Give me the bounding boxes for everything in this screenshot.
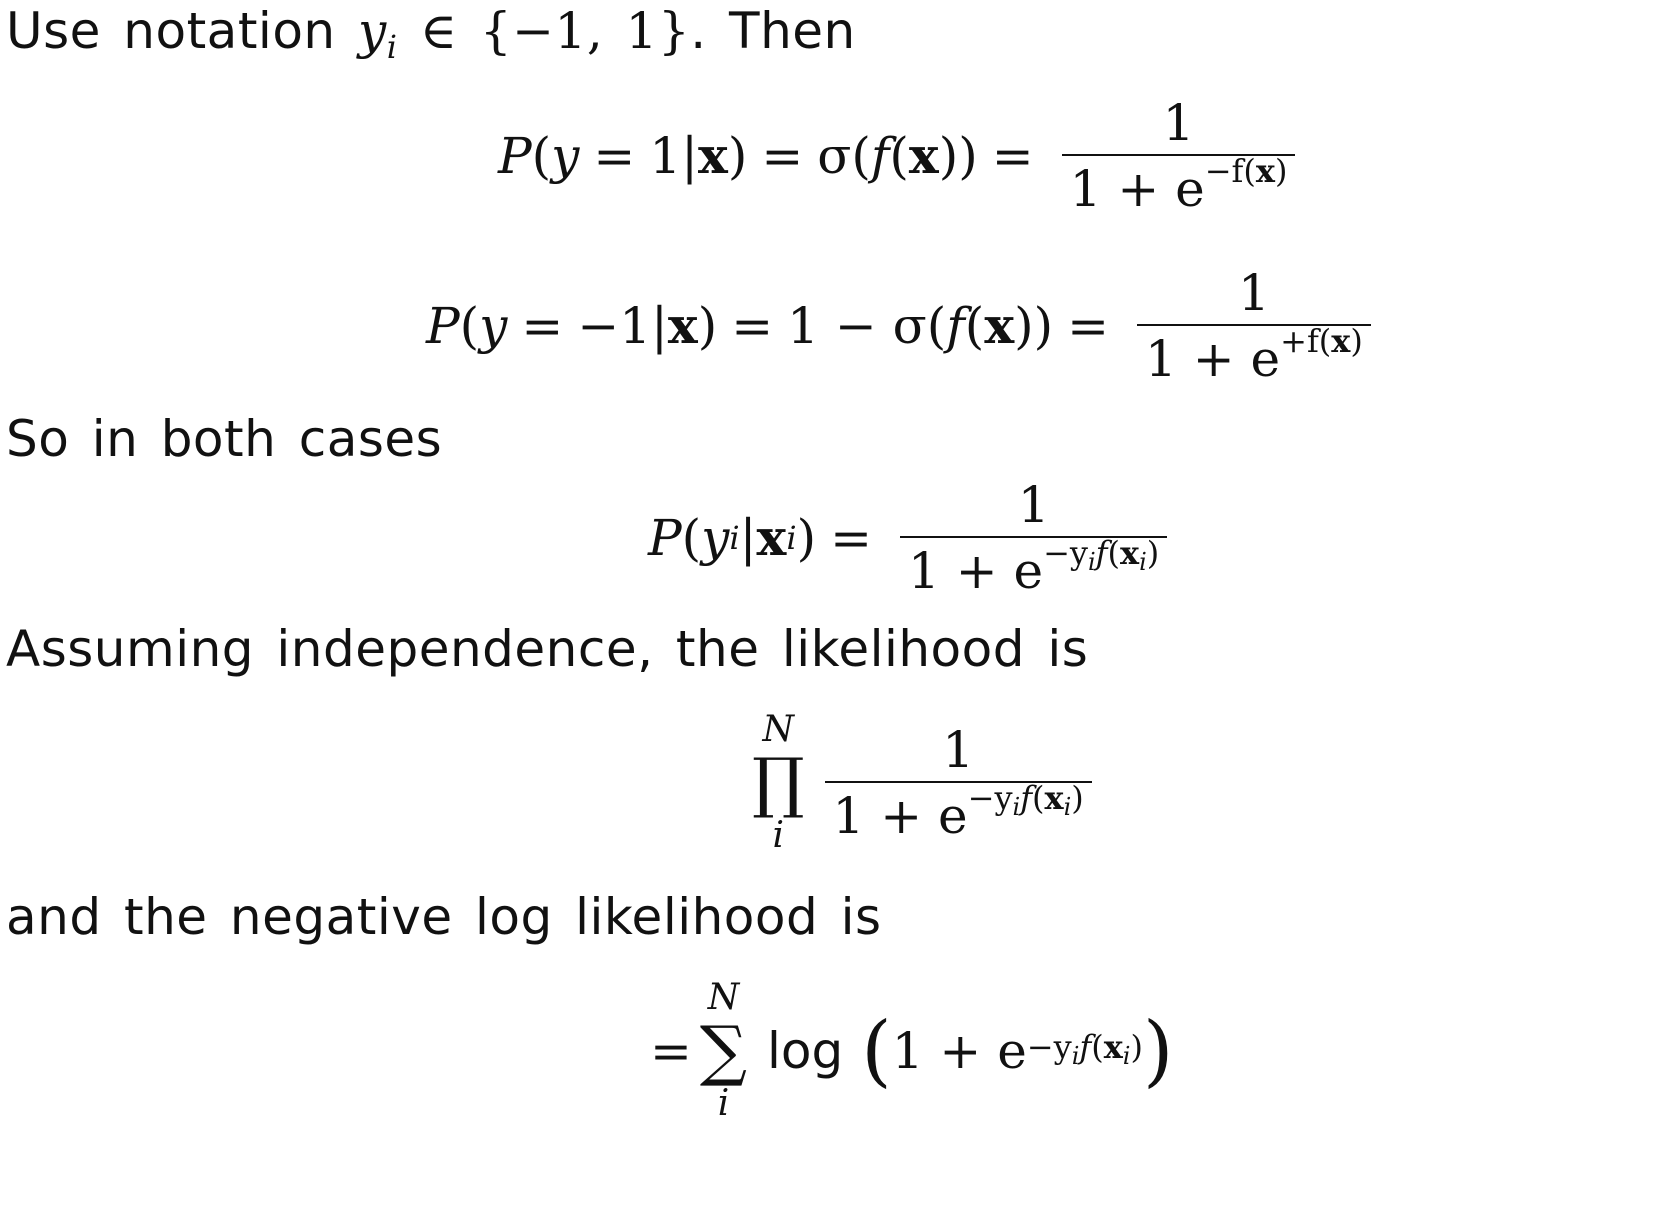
intro-prefix: Use notation [6, 2, 336, 60]
intro-line [6, 2, 856, 66]
fraction: $\frac{1}{1 + e^{+f(x)}}$ [1137, 268, 1371, 384]
product-operator: N ∏ i [752, 709, 805, 856]
intro-suffix: . Then [690, 2, 856, 60]
independence-line: Assuming independence, the likelihood is [6, 620, 1089, 678]
math-set: {−1, 1} [479, 2, 691, 60]
fraction: $\frac{1}{1 + e^{-y_if(x_i)}}$ [900, 480, 1167, 596]
equation-p-y-positive: P ( y = 1 | x ) = σ( f ( x )) = $\frac{1}{1 + e^{-f(x)}}$ [498, 98, 1295, 214]
equation-likelihood-product [752, 709, 1092, 856]
negative-log-line: and the negative log likelihood is [6, 888, 882, 946]
math-in: ∈ [419, 2, 458, 60]
sum-operator: N ∑ i [699, 977, 748, 1124]
fraction: $\frac{1}{1 + e^{-y_if(x_i)}}$ [825, 725, 1092, 841]
equation-p-yi-xi: P ( y i | x i ) = $\frac{1}{1 + e^{-y_if(x_i)}}$ [648, 480, 1167, 596]
math-yi: $y_i$ [358, 2, 398, 66]
equation-negative-log-likelihood: = N ∑ i log ( 1 + e $-y_if(x_i)$ ) [650, 977, 1174, 1124]
fraction: $\frac{1}{1 + e^{-f(x)}}$ [1062, 98, 1296, 214]
equation-p-y-negative: P ( y = −1 | x ) = 1 − σ( f ( x )) = $\frac{1}{1 + e^{+f(x)}}$ [426, 268, 1371, 384]
both-cases-line: So in both cases [6, 410, 443, 468]
log-function: log [767, 1022, 844, 1080]
